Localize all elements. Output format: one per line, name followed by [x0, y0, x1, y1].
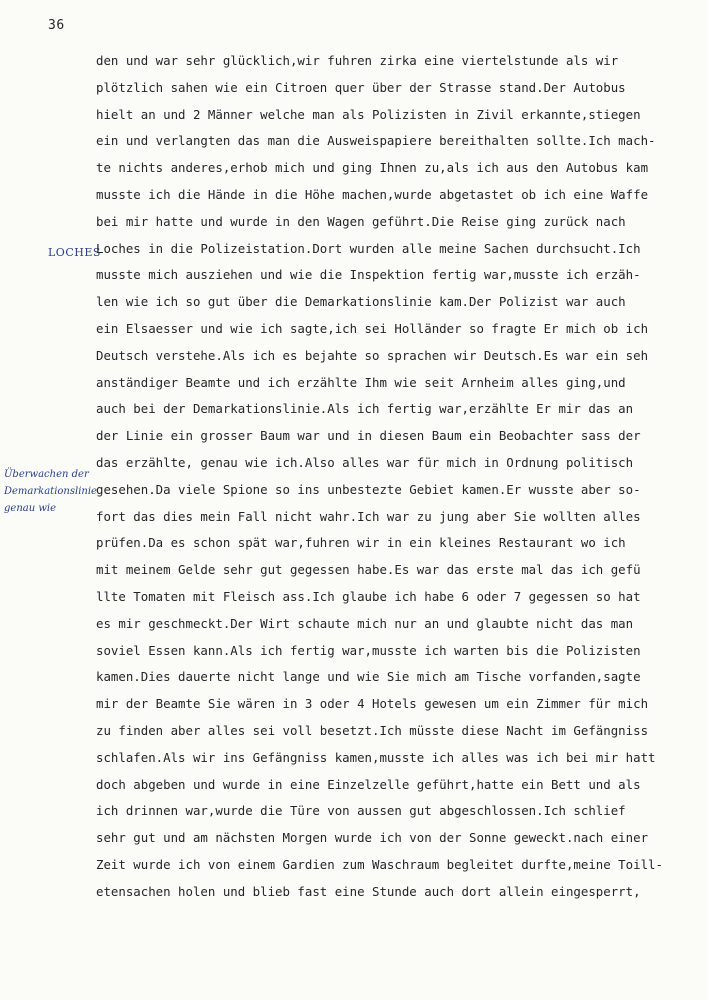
page-number: 36 [48, 18, 65, 33]
text-line: musste mich ausziehen und wie die Inspektion fertig war,musste ich erzäh- [96, 267, 641, 283]
text-line: mit meinem Gelde sehr gut gegessen habe.Es war das erste mal das ich gefü [96, 562, 641, 578]
text-line: soviel Essen kann.Als ich fertig war,musste ich warten bis die Polizisten [96, 642, 641, 658]
text-line: ich drinnen war,wurde die Türe von aussen gut abgeschlossen.Ich schlief [96, 803, 626, 819]
typed-text-body [96, 48, 706, 906]
text-line: mir der Beamte Sie wären in 3 oder 4 Hotels gewesen um ein Zimmer für mich [96, 696, 649, 712]
text-line: hielt an und 2 Männer welche man als Polizisten in Zivil erkannte,stiegen [96, 106, 641, 122]
text-line: musste ich die Hände in die Höhe machen,wurde abgetastet ob ich eine Waffe [96, 186, 649, 202]
margin-note-loches: LOCHES [48, 246, 101, 259]
text-line: te nichts anderes,erhob mich und ging Ihnen zu,als ich aus den Autobus kam [96, 160, 649, 176]
text-line: bei mir hatte und wurde in den Wagen geführt.Die Reise ging zurück nach [96, 213, 626, 229]
text-line: ein Elsaesser und wie ich sagte,ich sei Holländer so fragte Er mich ob ich [96, 320, 649, 336]
text-line: Loches in die Polizeistation.Dort wurden alle meine Sachen durchsucht.Ich [96, 240, 641, 256]
text-line: anständiger Beamte und ich erzählte Ihm wie seit Arnheim alles ging,und [96, 374, 626, 390]
text-line: ein und verlangten das man die Ausweispapiere bereithalten sollte.Ich mach- [96, 133, 656, 149]
text-line: es mir geschmeckt.Der Wirt schaute mich nur an und glaubte nicht das man [96, 615, 634, 631]
text-line: das erzählte, genau wie ich.Also alles war für mich in Ordnung politisch [96, 454, 634, 470]
text-line: prüfen.Da es schon spät war,fuhren wir in ein kleines Restaurant wo ich [96, 535, 626, 551]
text-line: auch bei der Demarkationslinie.Als ich fertig war,erzählte Er mir das an [96, 401, 634, 417]
text-line: Deutsch verstehe.Als ich es bejahte so sprachen wir Deutsch.Es war ein seh [96, 347, 649, 363]
text-line: Zeit wurde ich von einem Gardien zum Waschraum begleitet durfte,meine Toill- [96, 856, 663, 872]
text-line: len wie ich so gut über die Demarkationslinie kam.Der Polizist war auch [96, 294, 626, 310]
text-line: plötzlich sahen wie ein Citroen quer über der Strasse stand.Der Autobus [96, 79, 626, 95]
text-line: etensachen holen und blieb fast eine Stunde auch dort allein eingesperrt, [96, 883, 641, 899]
text-line: schlafen.Als wir ins Gefängniss kamen,musste ich alles was ich bei mir hatt [96, 749, 656, 765]
text-line: fort das dies mein Fall nicht wahr.Ich war zu jung aber Sie wollten alles [96, 508, 641, 524]
text-line: der Linie ein grosser Baum war und in diesen Baum ein Beobachter sass der [96, 428, 641, 444]
text-line: sehr gut und am nächsten Morgen wurde ich von der Sonne geweckt.nach einer [96, 830, 649, 846]
text-line: llte Tomaten mit Fleisch ass.Ich glaube ich habe 6 oder 7 gegessen so hat [96, 588, 641, 604]
text-line: doch abgeben und wurde in eine Einzelzelle geführt,hatte ein Bett und als [96, 776, 641, 792]
text-line: zu finden aber alles sei voll besetzt.Ich müsste diese Nacht im Gefängniss [96, 722, 649, 738]
text-line: kamen.Dies dauerte nicht lange und wie Sie mich am Tische vorfanden,sagte [96, 669, 641, 685]
margin-note-handwritten: Überwachen der Demarkationslinie genau wie [4, 469, 97, 514]
text-line: den und war sehr glücklich,wir fuhren zirka eine viertelstunde als wir [96, 53, 619, 68]
text-line: gesehen.Da viele Spione so ins unbestezte Gebiet kamen.Er wusste aber so- [96, 481, 641, 497]
